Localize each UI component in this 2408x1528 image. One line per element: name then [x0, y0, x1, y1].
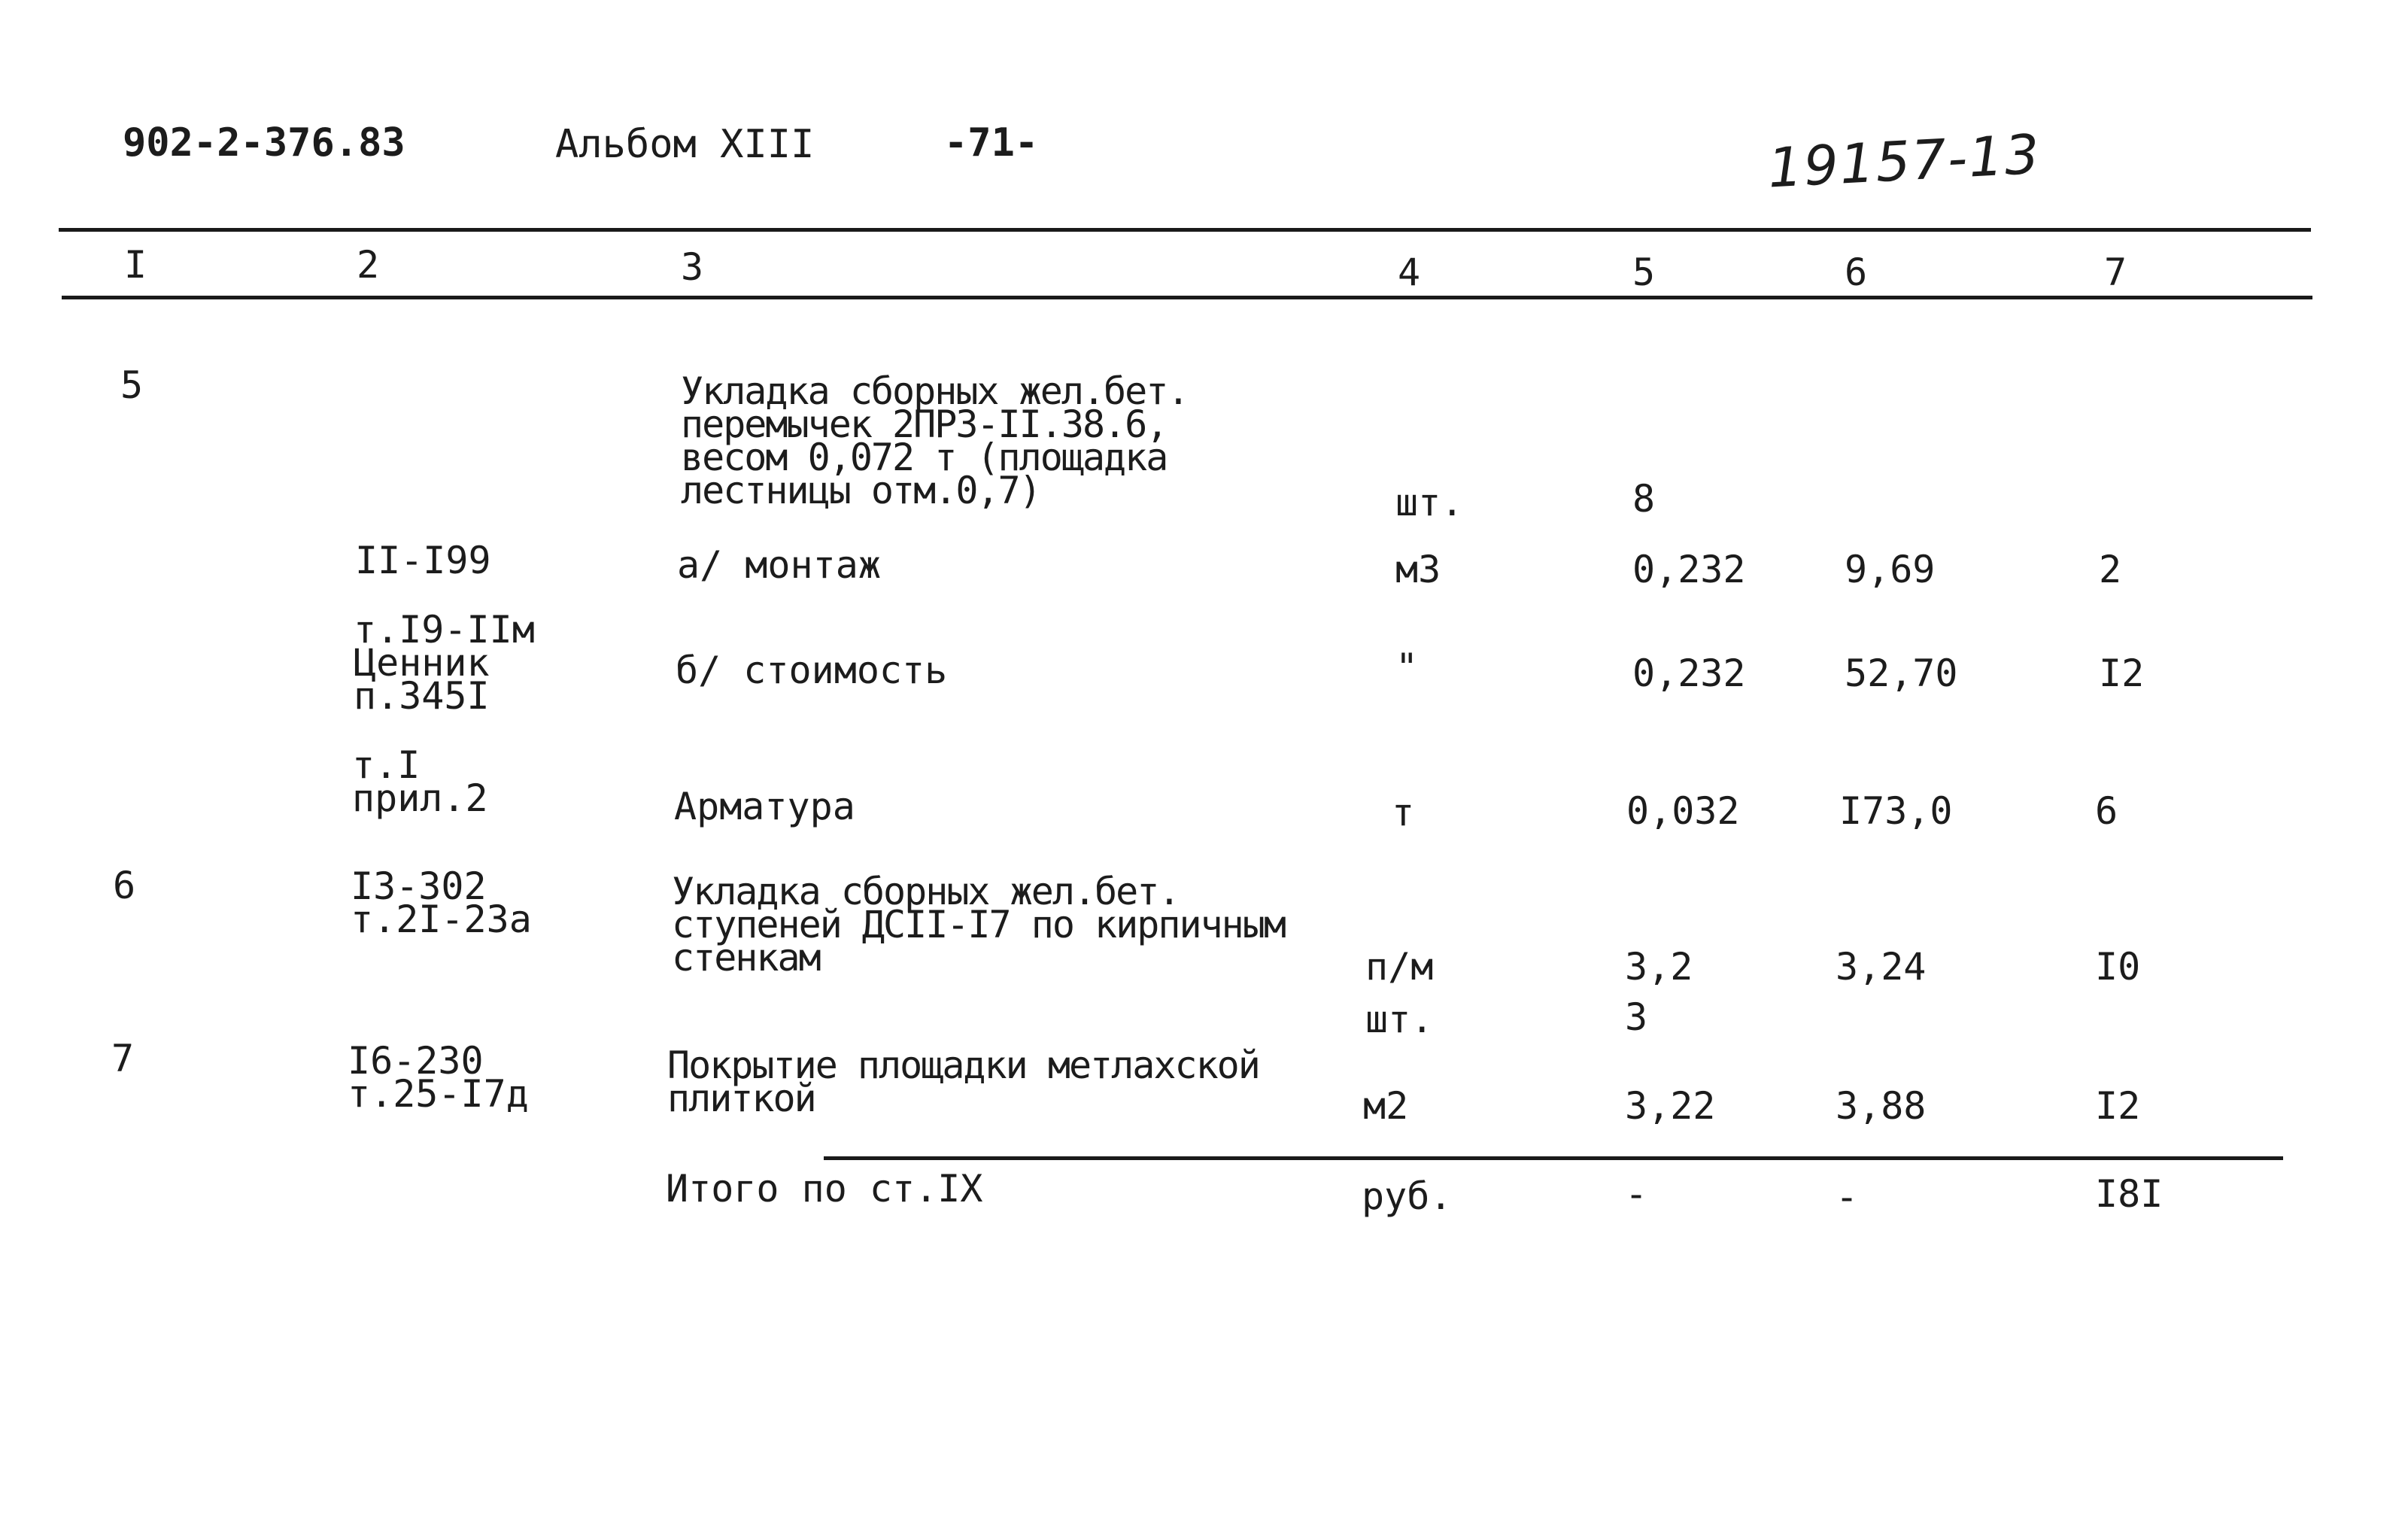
price-cell: 3,24: [1836, 945, 1927, 989]
column-header-7: 7: [2104, 251, 2127, 294]
column-header-2: 2: [357, 243, 380, 287]
summary-unit: руб.: [1362, 1174, 1453, 1218]
column-header-1: I: [124, 243, 147, 287]
row-number: 6: [113, 864, 136, 907]
table-top-rule: [59, 228, 2311, 232]
quantity-cell: 8: [1632, 477, 1656, 521]
row-number: 7: [111, 1037, 135, 1080]
quantity-cell: 0,232: [1632, 548, 1746, 591]
total-cell: I2: [2095, 1084, 2141, 1128]
unit-cell: шт.: [1395, 481, 1464, 524]
price-cell: I73,0: [1839, 789, 1953, 833]
quantity-cell: 3,22: [1625, 1084, 1716, 1128]
unit-cell: т: [1392, 791, 1415, 834]
summary-label: Итого по ст.IX: [666, 1167, 983, 1211]
summary-price: -: [1836, 1175, 1859, 1219]
quantity-cell: 3,2: [1625, 945, 1693, 989]
album-label: Альбом XIII: [555, 122, 815, 167]
quantity-cell: 3: [1625, 995, 1648, 1039]
price-cell: 52,70: [1845, 652, 1958, 695]
norm-code: т.I9-IIм Ценник п.345I: [354, 608, 535, 718]
total-cell: I2: [2099, 652, 2145, 695]
summary-quantity: -: [1625, 1172, 1648, 1216]
price-cell: 9,69: [1845, 548, 1936, 591]
column-header-5: 5: [1632, 251, 1656, 294]
quantity-cell: 0,232: [1632, 652, 1746, 695]
total-cell: 2: [2099, 548, 2122, 591]
work-description: Покрытие площадки метлахской плиткой: [667, 1043, 1259, 1120]
norm-code: II-I99: [355, 539, 491, 582]
work-description: Укладка сборных жел.бет. перемычек 2ПР3-II.38.6, весом 0,072 т (площадка лестницы отм.0,7): [681, 369, 1189, 512]
column-header-3: 3: [681, 245, 704, 289]
norm-code: I6-230 т.25-I7д: [348, 1039, 529, 1116]
row-number: 5: [120, 363, 144, 407]
summary-total: I8I: [2095, 1172, 2164, 1216]
unit-cell: м2: [1363, 1084, 1409, 1128]
work-description: б/ стоимость: [676, 649, 948, 692]
unit-cell: шт.: [1365, 998, 1434, 1041]
unit-cell: м3: [1395, 548, 1441, 591]
page-number: -71-: [944, 120, 1039, 166]
quantity-cell: 0,032: [1626, 789, 1740, 833]
document-code: 902-2-376.83: [123, 120, 405, 166]
norm-code: т.I прил.2: [352, 743, 488, 820]
total-cell: I0: [2095, 945, 2141, 989]
table-header-rule: [62, 296, 2312, 299]
norm-code: I3-302 т.2I-23а: [351, 864, 532, 941]
column-header-6: 6: [1845, 251, 1868, 294]
handwritten-sheet-number: 19157-13: [1766, 122, 2042, 200]
work-description: а/ монтаж: [677, 543, 881, 587]
work-description: Укладка сборных жел.бет. ступеней ДСII-I7 по кирпичным стенкам: [672, 870, 1285, 980]
unit-cell: ": [1395, 646, 1419, 689]
total-rule: [824, 1156, 2283, 1160]
price-cell: 3,88: [1836, 1084, 1927, 1128]
column-header-4: 4: [1398, 251, 1421, 294]
total-cell: 6: [2095, 789, 2118, 833]
unit-cell: п/м: [1365, 945, 1434, 989]
work-description: Арматура: [674, 785, 855, 828]
